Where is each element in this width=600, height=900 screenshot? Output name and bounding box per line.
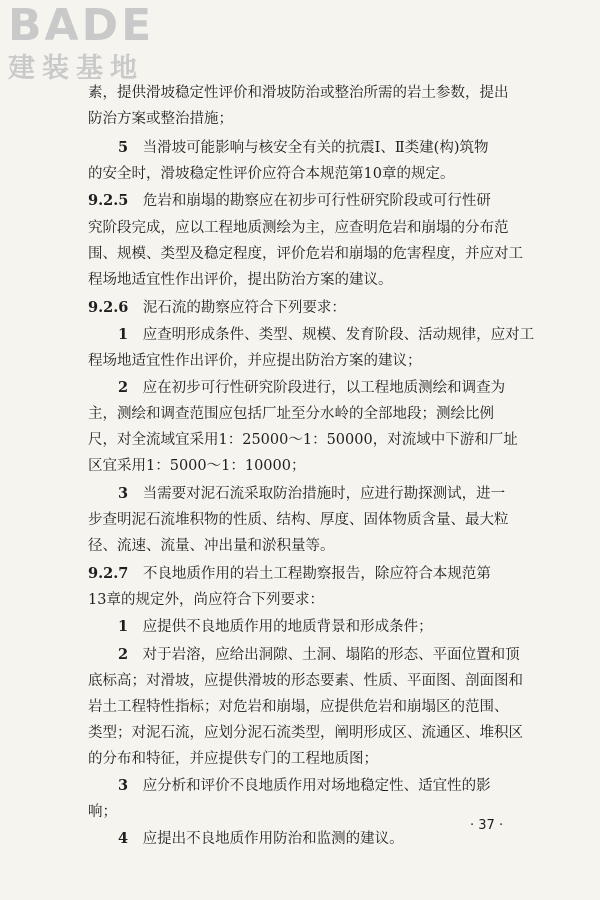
text-line: 响； xyxy=(88,804,117,820)
item-number: 3 xyxy=(118,485,129,502)
item-number: 4 xyxy=(118,830,129,847)
text-line: 径、流速、流量、冲出量和淤积量等。 xyxy=(88,538,335,554)
text-line: 类型；对泥石流，应划分泥石流类型，阐明形成区、流通区、堆积区 xyxy=(88,725,523,741)
text-line: 尺，对全流域宜采用1：25000～1：50000，对流域中下游和厂址 xyxy=(88,432,518,448)
text-line: 围、规模、类型及稳定程度，评价危岩和崩塌的危害程度，并应对工 xyxy=(88,246,523,262)
list-item: 2 应在初步可行性研究阶段进行，以工程地质测绘和调查为 xyxy=(118,379,506,396)
list-item: 3 应分析和评价不良地质作用对场地稳定性、适宜性的影 xyxy=(118,777,491,794)
text-line: 的安全时，滑坡稳定性评价应符合本规范第10章的规定。 xyxy=(88,166,455,182)
item-number: 1 xyxy=(118,326,129,343)
text-line: 13章的规定外，尚应符合下列要求： xyxy=(88,592,324,608)
clause-number: 9.2.6 xyxy=(88,299,129,316)
clause-number: 9.2.7 xyxy=(88,565,129,582)
text-line: 步查明泥石流堆积物的性质、结构、厚度、固体物质含量、最大粒 xyxy=(88,512,509,528)
text-line: 的分布和特征，并应提供专门的工程地质图； xyxy=(88,751,378,767)
text-line: 究阶段完成，应以工程地质测绘为主，应查明危岩和崩塌的分布范 xyxy=(88,220,509,236)
logo-subtitle: 建装基地 xyxy=(8,53,144,84)
item-number: 2 xyxy=(118,646,129,663)
text-line: 岩土工程特性指标；对危岩和崩塌，应提供危岩和崩塌区的范围、 xyxy=(88,699,509,715)
item-number: 1 xyxy=(118,618,129,635)
item-number: 2 xyxy=(118,379,129,396)
list-item: 4 应提出不良地质作用防治和监测的建议。 xyxy=(118,830,404,847)
clause-heading: 9.2.7 不良地质作用的岩土工程勘察报告，除应符合本规范第 xyxy=(88,565,491,582)
text-line: 底标高；对滑坡，应提供滑坡的形态要素、性质、平面图、剖面图和 xyxy=(88,673,523,689)
text-line: 防治方案或整治措施； xyxy=(88,111,233,127)
list-item: 1 应查明形成条件、类型、规模、发育阶段、活动规律，应对工 xyxy=(118,326,535,343)
clause-heading: 9.2.5 危岩和崩塌的勘察应在初步可行性研究阶段或可行性研 xyxy=(88,192,491,209)
list-item: 2 对于岩溶，应给出洞隙、土洞、塌陷的形态、平面位置和顶 xyxy=(118,646,520,663)
text-line: 素，提供滑坡稳定性评价和滑坡防治或整治所需的岩土参数，提出 xyxy=(88,85,509,101)
clause-heading: 9.2.6 泥石流的勘察应符合下列要求： xyxy=(88,299,346,316)
logo-wordmark: BADE xyxy=(8,0,155,51)
page-number: · 37 · xyxy=(470,818,504,833)
text-line: 程场地适宜性作出评价，并应提出防治方案的建议； xyxy=(88,353,422,369)
list-item: 1 应提供不良地质作用的地质背景和形成条件； xyxy=(118,618,433,635)
list-item: 3 当需要对泥石流采取防治措施时，应进行勘探测试，进一 xyxy=(118,485,506,502)
text-line: 主，测绘和调查范围应包括厂址至分水岭的全部地段；测绘比例 xyxy=(88,406,494,422)
clause-number: 9.2.5 xyxy=(88,192,129,209)
item-number: 5 xyxy=(118,139,129,156)
text-line: 区宜采用1：5000～1：10000； xyxy=(88,458,306,474)
text-line: 程场地适宜性作出评价，提出防治方案的建议。 xyxy=(88,272,393,288)
list-item: 5 当滑坡可能影响与核安全有关的抗震Ⅰ、Ⅱ类建(构)筑物 xyxy=(118,139,489,156)
item-number: 3 xyxy=(118,777,129,794)
